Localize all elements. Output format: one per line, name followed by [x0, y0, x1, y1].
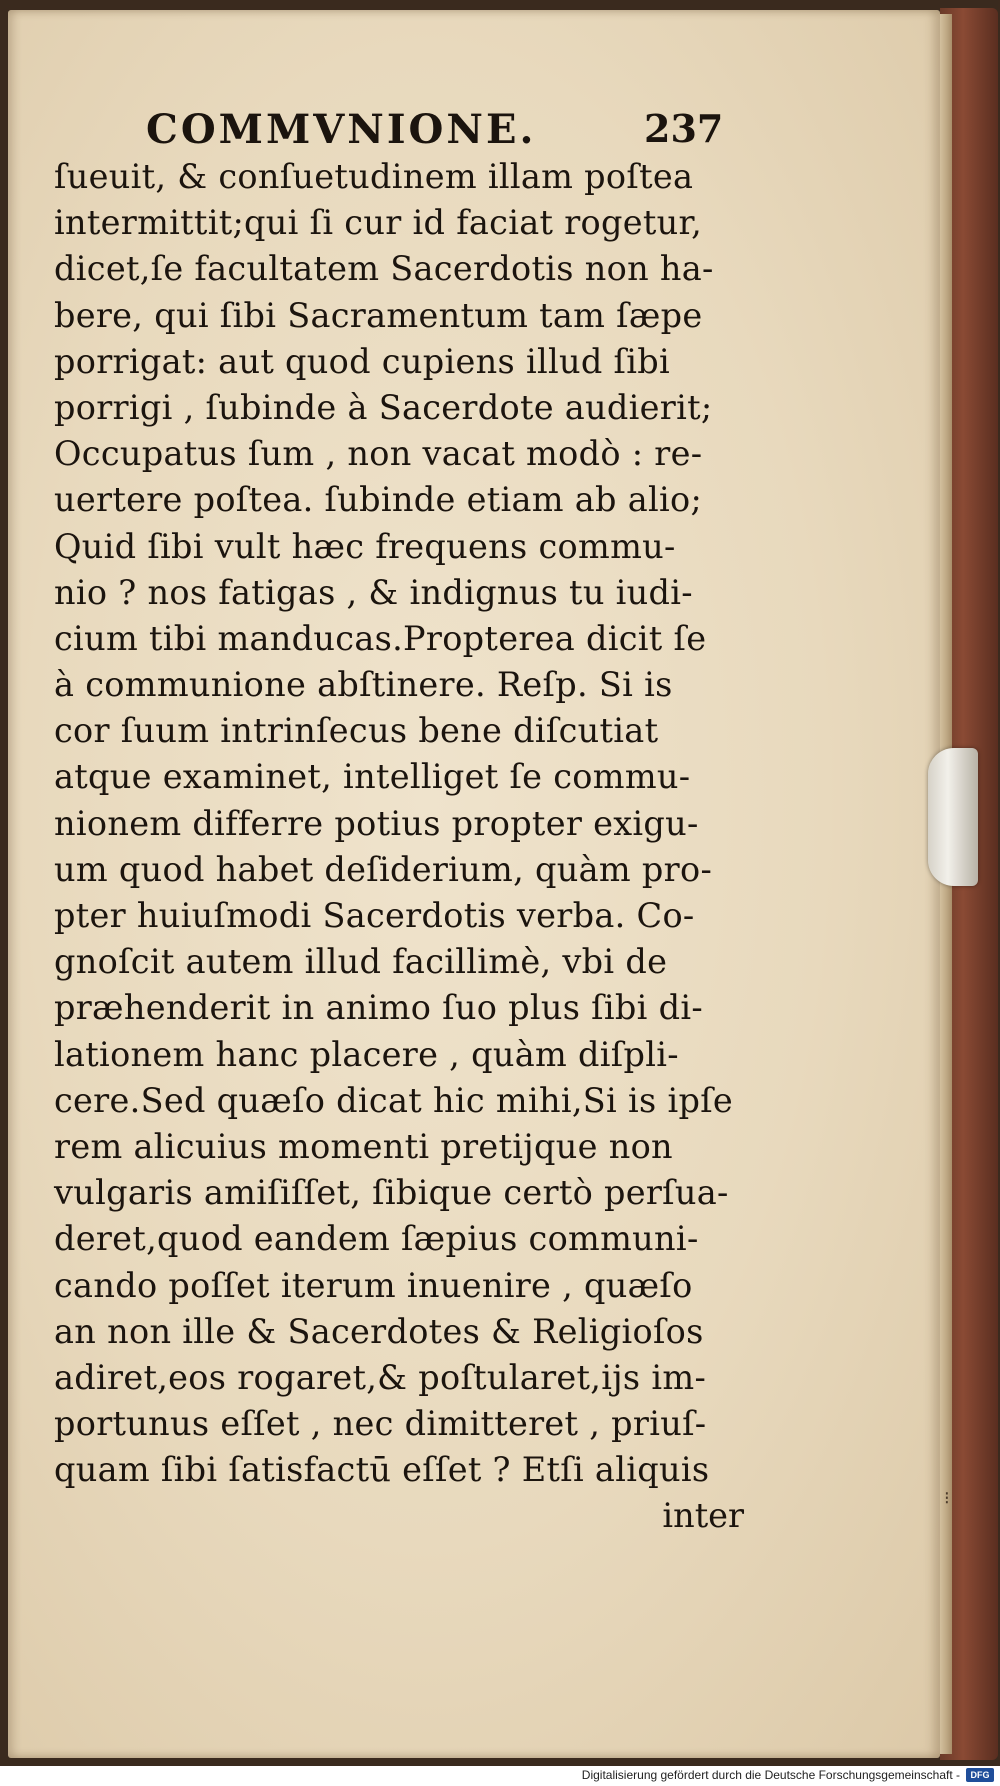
text-line: deret,quod eandem ſæpius communi-	[54, 1219, 699, 1259]
page-clip	[928, 748, 978, 886]
running-head-title: COMMVNIONE.	[146, 106, 537, 153]
running-head	[54, 102, 754, 154]
text-line: rem alicuius momenti pretijque non	[54, 1126, 673, 1166]
text-line: nionem differre potius propter exigu-	[54, 803, 699, 843]
text-line: vulgaris amiſiſſet, ſibique certò perſua-	[54, 1173, 729, 1213]
text-line: atque examinet, intelliget ſe commu-	[54, 757, 691, 797]
text-line: portunus eſſet , nec dimitteret , priuſ-	[54, 1404, 707, 1444]
text-line: an non ille & Sacerdotes & Religioſos	[54, 1311, 704, 1351]
margin-mark: ⁝	[944, 1488, 950, 1509]
page-number: 237	[644, 106, 724, 151]
text-line: nio ? nos fatigas , & indignus tu iudi-	[54, 572, 693, 612]
text-line: uertere poſtea. ſubinde etiam ab alio;	[54, 480, 703, 520]
text-line: Quid ſibi vult hæc frequens commu-	[54, 526, 676, 566]
text-line: intermittit;qui ſi cur id faciat rogetur,	[54, 203, 703, 243]
catchword: inter	[662, 1496, 744, 1536]
text-line: gnoſcit autem illud facillimè, vbi de	[54, 942, 668, 982]
text-line: porrigat: aut quod cupiens illud ſibi	[54, 341, 671, 381]
text-line: ſueuit, & conſuetudinem illam poſtea	[54, 157, 694, 196]
dfg-logo-icon: DFG	[966, 1768, 994, 1782]
text-line: cando poſſet iterum inuenire , quæſo	[54, 1265, 693, 1305]
text-line: dicet,ſe facultatem Sacerdotis non ha-	[54, 249, 714, 289]
text-line: cere.Sed quæſo dicat hic mihi,Si is ipſe	[54, 1080, 734, 1120]
text-line: quam ſibi ſatisfactū eſſet ? Etſi aliquis	[54, 1450, 710, 1490]
text-line: bere, qui ſibi Sacramentum tam ſæpe	[54, 295, 703, 335]
text-line: præhenderit in animo ſuo plus ſibi di-	[54, 988, 703, 1028]
text-line: lationem hanc placere , quàm diſpli-	[54, 1034, 679, 1074]
text-line: adiret,eos rogaret,& poſtularet,ijs im-	[54, 1357, 707, 1397]
digitization-footer	[0, 1766, 1000, 1786]
body-text	[54, 154, 754, 1493]
footer-credit: Digitalisierung gefördert durch die Deutsche Forschungsgemeinschaft -	[581, 1768, 960, 1782]
text-line: à communione abſtinere. Reſp. Si is	[54, 665, 673, 705]
text-line: Occupatus ſum , non vacat modò : re-	[54, 434, 703, 474]
text-line: cor ſuum intrinſecus bene diſcutiat	[54, 711, 659, 751]
text-line: cium tibi manducas.Propterea dicit ſe	[54, 618, 707, 658]
text-line: um quod habet deſiderium, quàm pro-	[54, 849, 713, 889]
book-page	[8, 10, 940, 1758]
page-text-block	[54, 102, 754, 1539]
text-line: pter huiuſmodi Sacerdotis verba. Co-	[54, 896, 695, 935]
text-line: porrigi , ſubinde à Sacerdote audierit;	[54, 387, 713, 427]
